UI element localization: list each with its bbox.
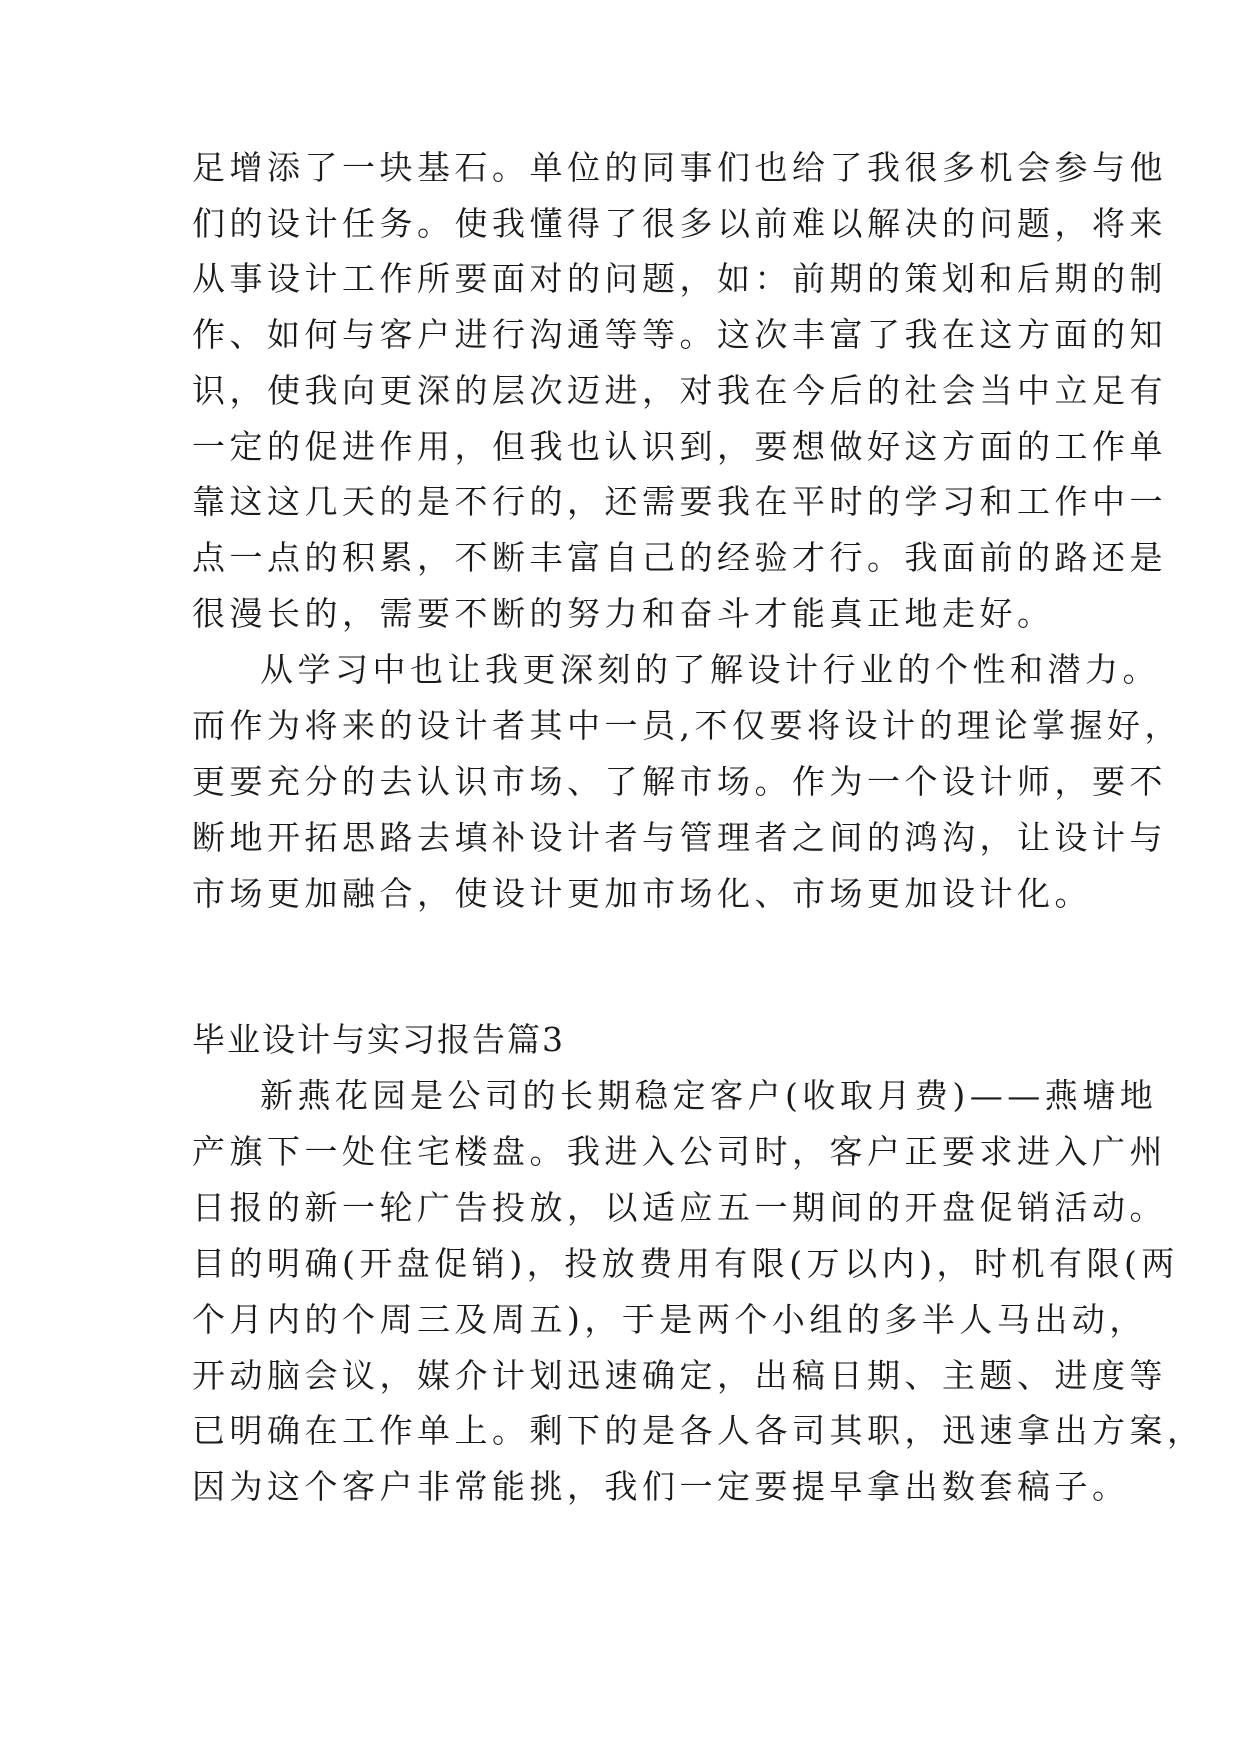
paragraph-2-line-4: 断地开拓思路去填补设计者与管理者之间的鸿沟，让设计与: [192, 818, 1167, 857]
paragraph-3-line-5: 个月内的个周三及周五)，于是两个小组的多半人马出动，: [192, 1300, 1147, 1339]
paragraph-3-line-6: 开动脑会议，媒介计划迅速确定，出稿日期、主题、进度等: [192, 1356, 1167, 1395]
section-heading: 毕业设计与实习报告篇3: [192, 1020, 565, 1059]
paragraph-3-line-3: 日报的新一轮广告投放，以适应五一期间的开盘促销活动。: [192, 1188, 1167, 1227]
paragraph-3-line-1: 新燕花园是公司的长期稳定客户(收取月费)——燕塘地: [260, 1076, 1158, 1115]
paragraph-1-line-6: 一定的促进作用，但我也认识到，要想做好这方面的工作单: [192, 427, 1167, 466]
paragraph-1-line-7: 靠这这几天的是不行的，还需要我在平时的学习和工作中一: [192, 482, 1167, 521]
paragraph-1-line-1: 足增添了一块基石。单位的同事们也给了我很多机会参与他: [192, 148, 1167, 187]
paragraph-3-line-4: 目的明确(开盘促销)，投放费用有限(万以内)，时机有限(两: [192, 1244, 1179, 1283]
paragraph-1-line-8: 点一点的积累，不断丰富自己的经验才行。我面前的路还是: [192, 538, 1167, 577]
paragraph-1-line-3: 从事设计工作所要面对的问题，如：前期的策划和后期的制: [192, 259, 1167, 298]
paragraph-2-line-1: 从学习中也让我更深刻的了解设计行业的个性和潜力。: [260, 650, 1160, 689]
paragraph-3-line-7: 已明确在工作单上。剩下的是各人各司其职，迅速拿出方案，: [192, 1411, 1205, 1450]
paragraph-1-line-9: 很漫长的，需要不断的努力和奋斗才能真正地走好。: [192, 594, 1055, 633]
paragraph-1-line-2: 们的设计任务。使我懂得了很多以前难以解决的问题，将来: [192, 204, 1167, 243]
paragraph-3-line-8: 因为这个客户非常能挑，我们一定要提早拿出数套稿子。: [192, 1467, 1130, 1506]
paragraph-1-line-5: 识，使我向更深的层次迈进，对我在今后的社会当中立足有: [192, 371, 1167, 410]
paragraph-1-line-4: 作、如何与客户进行沟通等等。这次丰富了我在这方面的知: [192, 315, 1167, 354]
paragraph-3-line-2: 产旗下一处住宅楼盘。我进入公司时，客户正要求进入广州: [192, 1132, 1167, 1171]
paragraph-2-line-3: 更要充分的去认识市场、了解市场。作为一个设计师，要不: [192, 762, 1167, 801]
paragraph-2-line-2: 而作为将来的设计者其中一员,不仅要将设计的理论掌握好，: [192, 706, 1182, 745]
paragraph-2-line-5: 市场更加融合，使设计更加市场化、市场更加设计化。: [192, 874, 1092, 913]
